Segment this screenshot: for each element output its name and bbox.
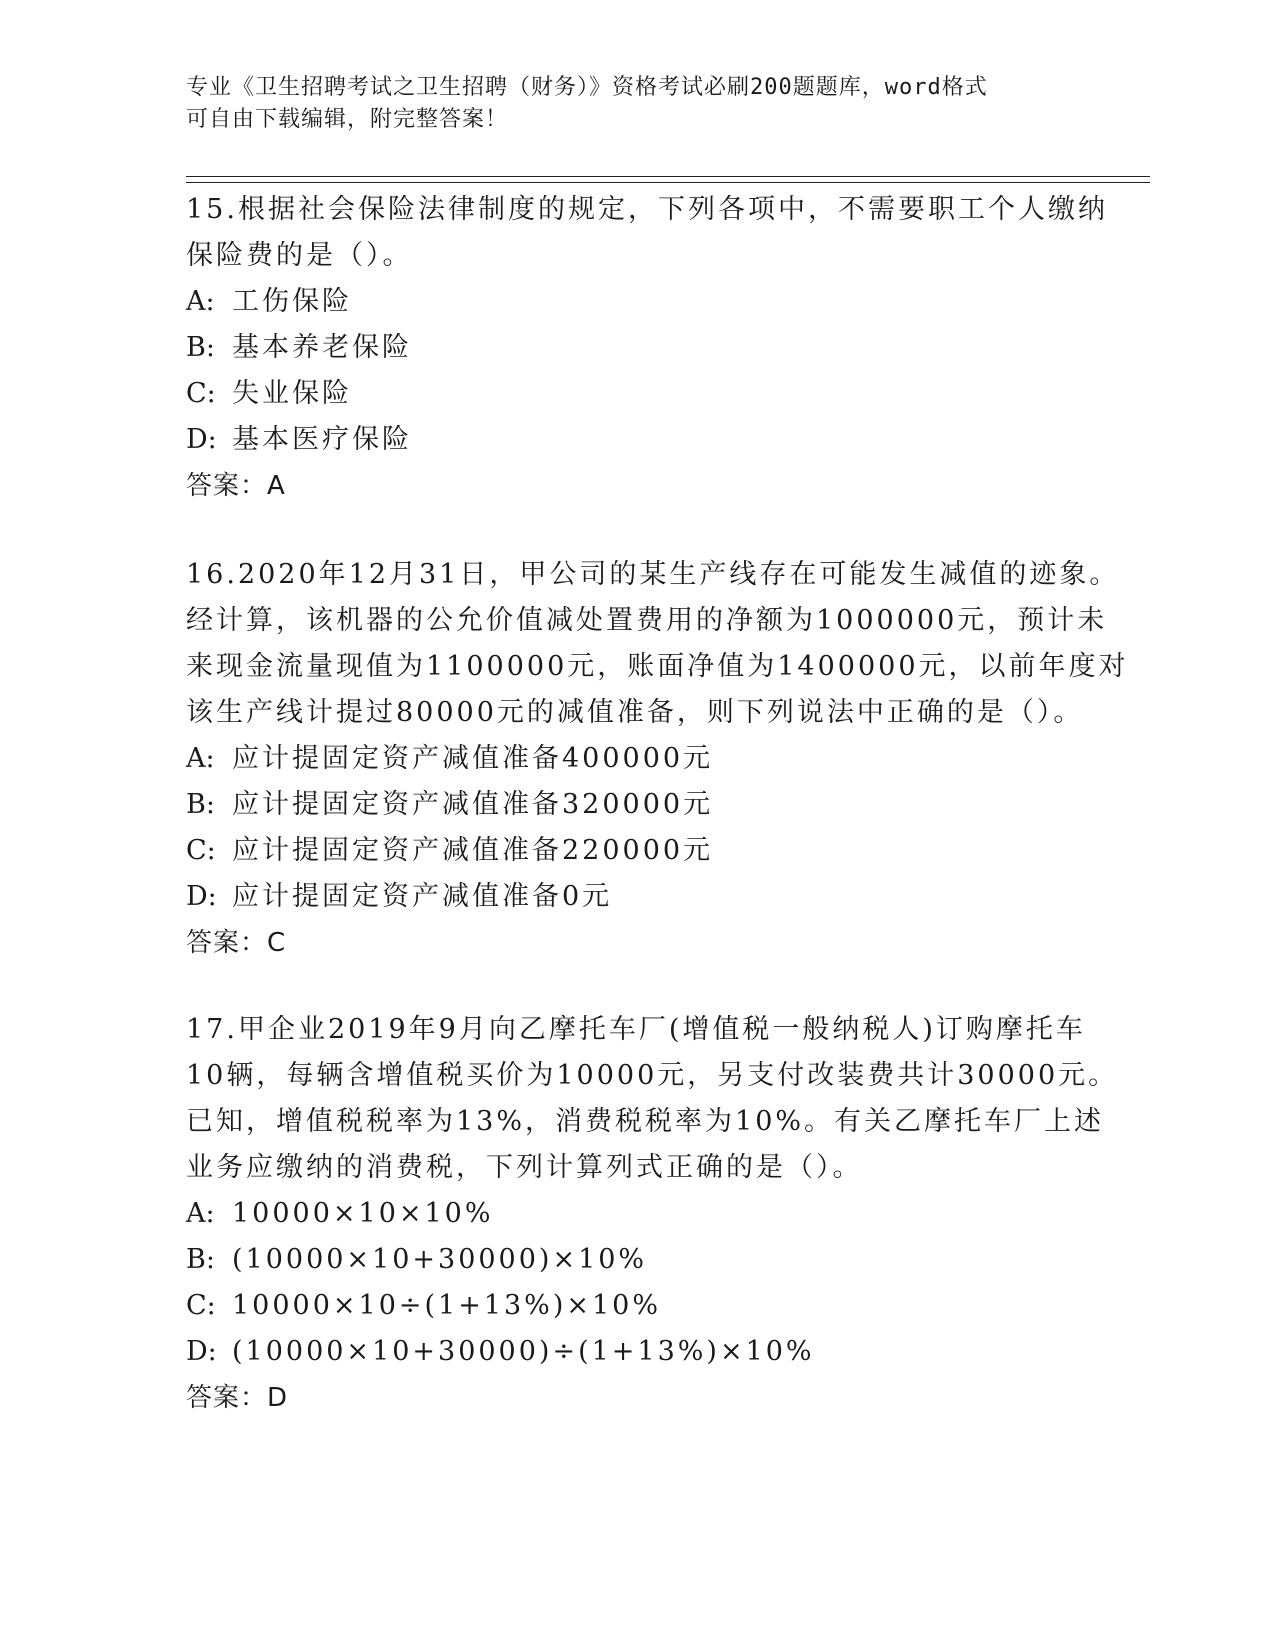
option-key: B: xyxy=(186,789,215,820)
answer-line: 答案：A xyxy=(186,471,286,501)
option-c xyxy=(186,828,1086,874)
question-text-line: 17.甲企业2019年9月向乙摩托车厂(增值税一般纳税人)订购摩托车 xyxy=(186,1014,1086,1045)
option-c xyxy=(186,371,1086,417)
question-text-line: 该生产线计提过80000元的减值准备，则下列说法中正确的是（）。 xyxy=(186,697,1084,728)
option-key: D: xyxy=(186,881,217,912)
option-text: 基本医疗保险 xyxy=(232,424,412,455)
option-key: D: xyxy=(186,424,217,455)
option-c xyxy=(186,1283,1086,1329)
option-key: B: xyxy=(186,332,215,363)
option-d xyxy=(186,1329,1086,1375)
option-key: A: xyxy=(186,286,215,317)
option-d xyxy=(186,874,1086,920)
option-key: A: xyxy=(186,1198,215,1229)
answer-line: 答案：C xyxy=(186,928,287,958)
option-a xyxy=(186,1191,1086,1237)
option-text: (10000×10+30000)÷(1+13%)×10% xyxy=(232,1336,815,1367)
question-16 xyxy=(186,552,1129,966)
question-text-line: 经计算，该机器的公允价值减处置费用的净额为1000000元，预计未 xyxy=(186,605,1108,636)
question-text-line: 来现金流量现值为1100000元，账面净值为1400000元，以前年度对 xyxy=(186,651,1129,682)
option-b xyxy=(186,325,1086,371)
question-text-line: 已知，增值税税率为13%，消费税税率为10%。有关乙摩托车厂上述 xyxy=(186,1106,1105,1137)
header-rule-bottom xyxy=(186,182,1150,183)
option-key: C: xyxy=(186,835,216,866)
option-text: 失业保险 xyxy=(232,378,352,409)
option-b xyxy=(186,1237,1086,1283)
option-text: 应计提固定资产减值准备320000元 xyxy=(232,789,714,820)
question-17 xyxy=(186,1007,1119,1421)
header-line-1: 专业《卫生招聘考试之卫生招聘（财务）》资格考试必刷200题题库，word格式 xyxy=(186,75,988,100)
question-15 xyxy=(186,187,1108,509)
option-text: 应计提固定资产减值准备220000元 xyxy=(232,835,714,866)
option-text: 工伤保险 xyxy=(232,286,352,317)
option-text: (10000×10+30000)×10% xyxy=(232,1244,648,1275)
question-text-line: 保险费的是（）。 xyxy=(186,240,413,271)
option-text: 应计提固定资产减值准备400000元 xyxy=(232,743,714,774)
question-text-line: 16.2020年12月31日，甲公司的某生产线存在可能发生减值的迹象。 xyxy=(186,559,1120,590)
question-text-line: 业务应缴纳的消费税，下列计算列式正确的是（）。 xyxy=(186,1152,863,1183)
option-key: B: xyxy=(186,1244,215,1275)
question-text-line: 15.根据社会保险法律制度的规定，下列各项中，不需要职工个人缴纳 xyxy=(186,194,1108,225)
header-rule-top xyxy=(186,176,1150,177)
option-text: 10000×10÷(1+13%)×10% xyxy=(232,1290,662,1321)
option-key: A: xyxy=(186,743,215,774)
option-key: C: xyxy=(186,378,216,409)
option-a xyxy=(186,279,1086,325)
option-b xyxy=(186,782,1086,828)
option-text: 10000×10×10% xyxy=(232,1198,494,1229)
option-d xyxy=(186,417,1086,463)
question-text-line: 10辆，每辆含增值税买价为10000元，另支付改装费共计30000元。 xyxy=(186,1060,1119,1091)
option-text: 应计提固定资产减值准备0元 xyxy=(232,881,613,912)
option-key: D: xyxy=(186,1336,217,1367)
option-text: 基本养老保险 xyxy=(232,332,412,363)
header-line-2: 可自由下载编辑，附完整答案！ xyxy=(186,107,509,132)
option-a xyxy=(186,736,1086,782)
answer-line: 答案：D xyxy=(186,1383,289,1413)
document-header xyxy=(186,72,1066,136)
option-key: C: xyxy=(186,1290,216,1321)
